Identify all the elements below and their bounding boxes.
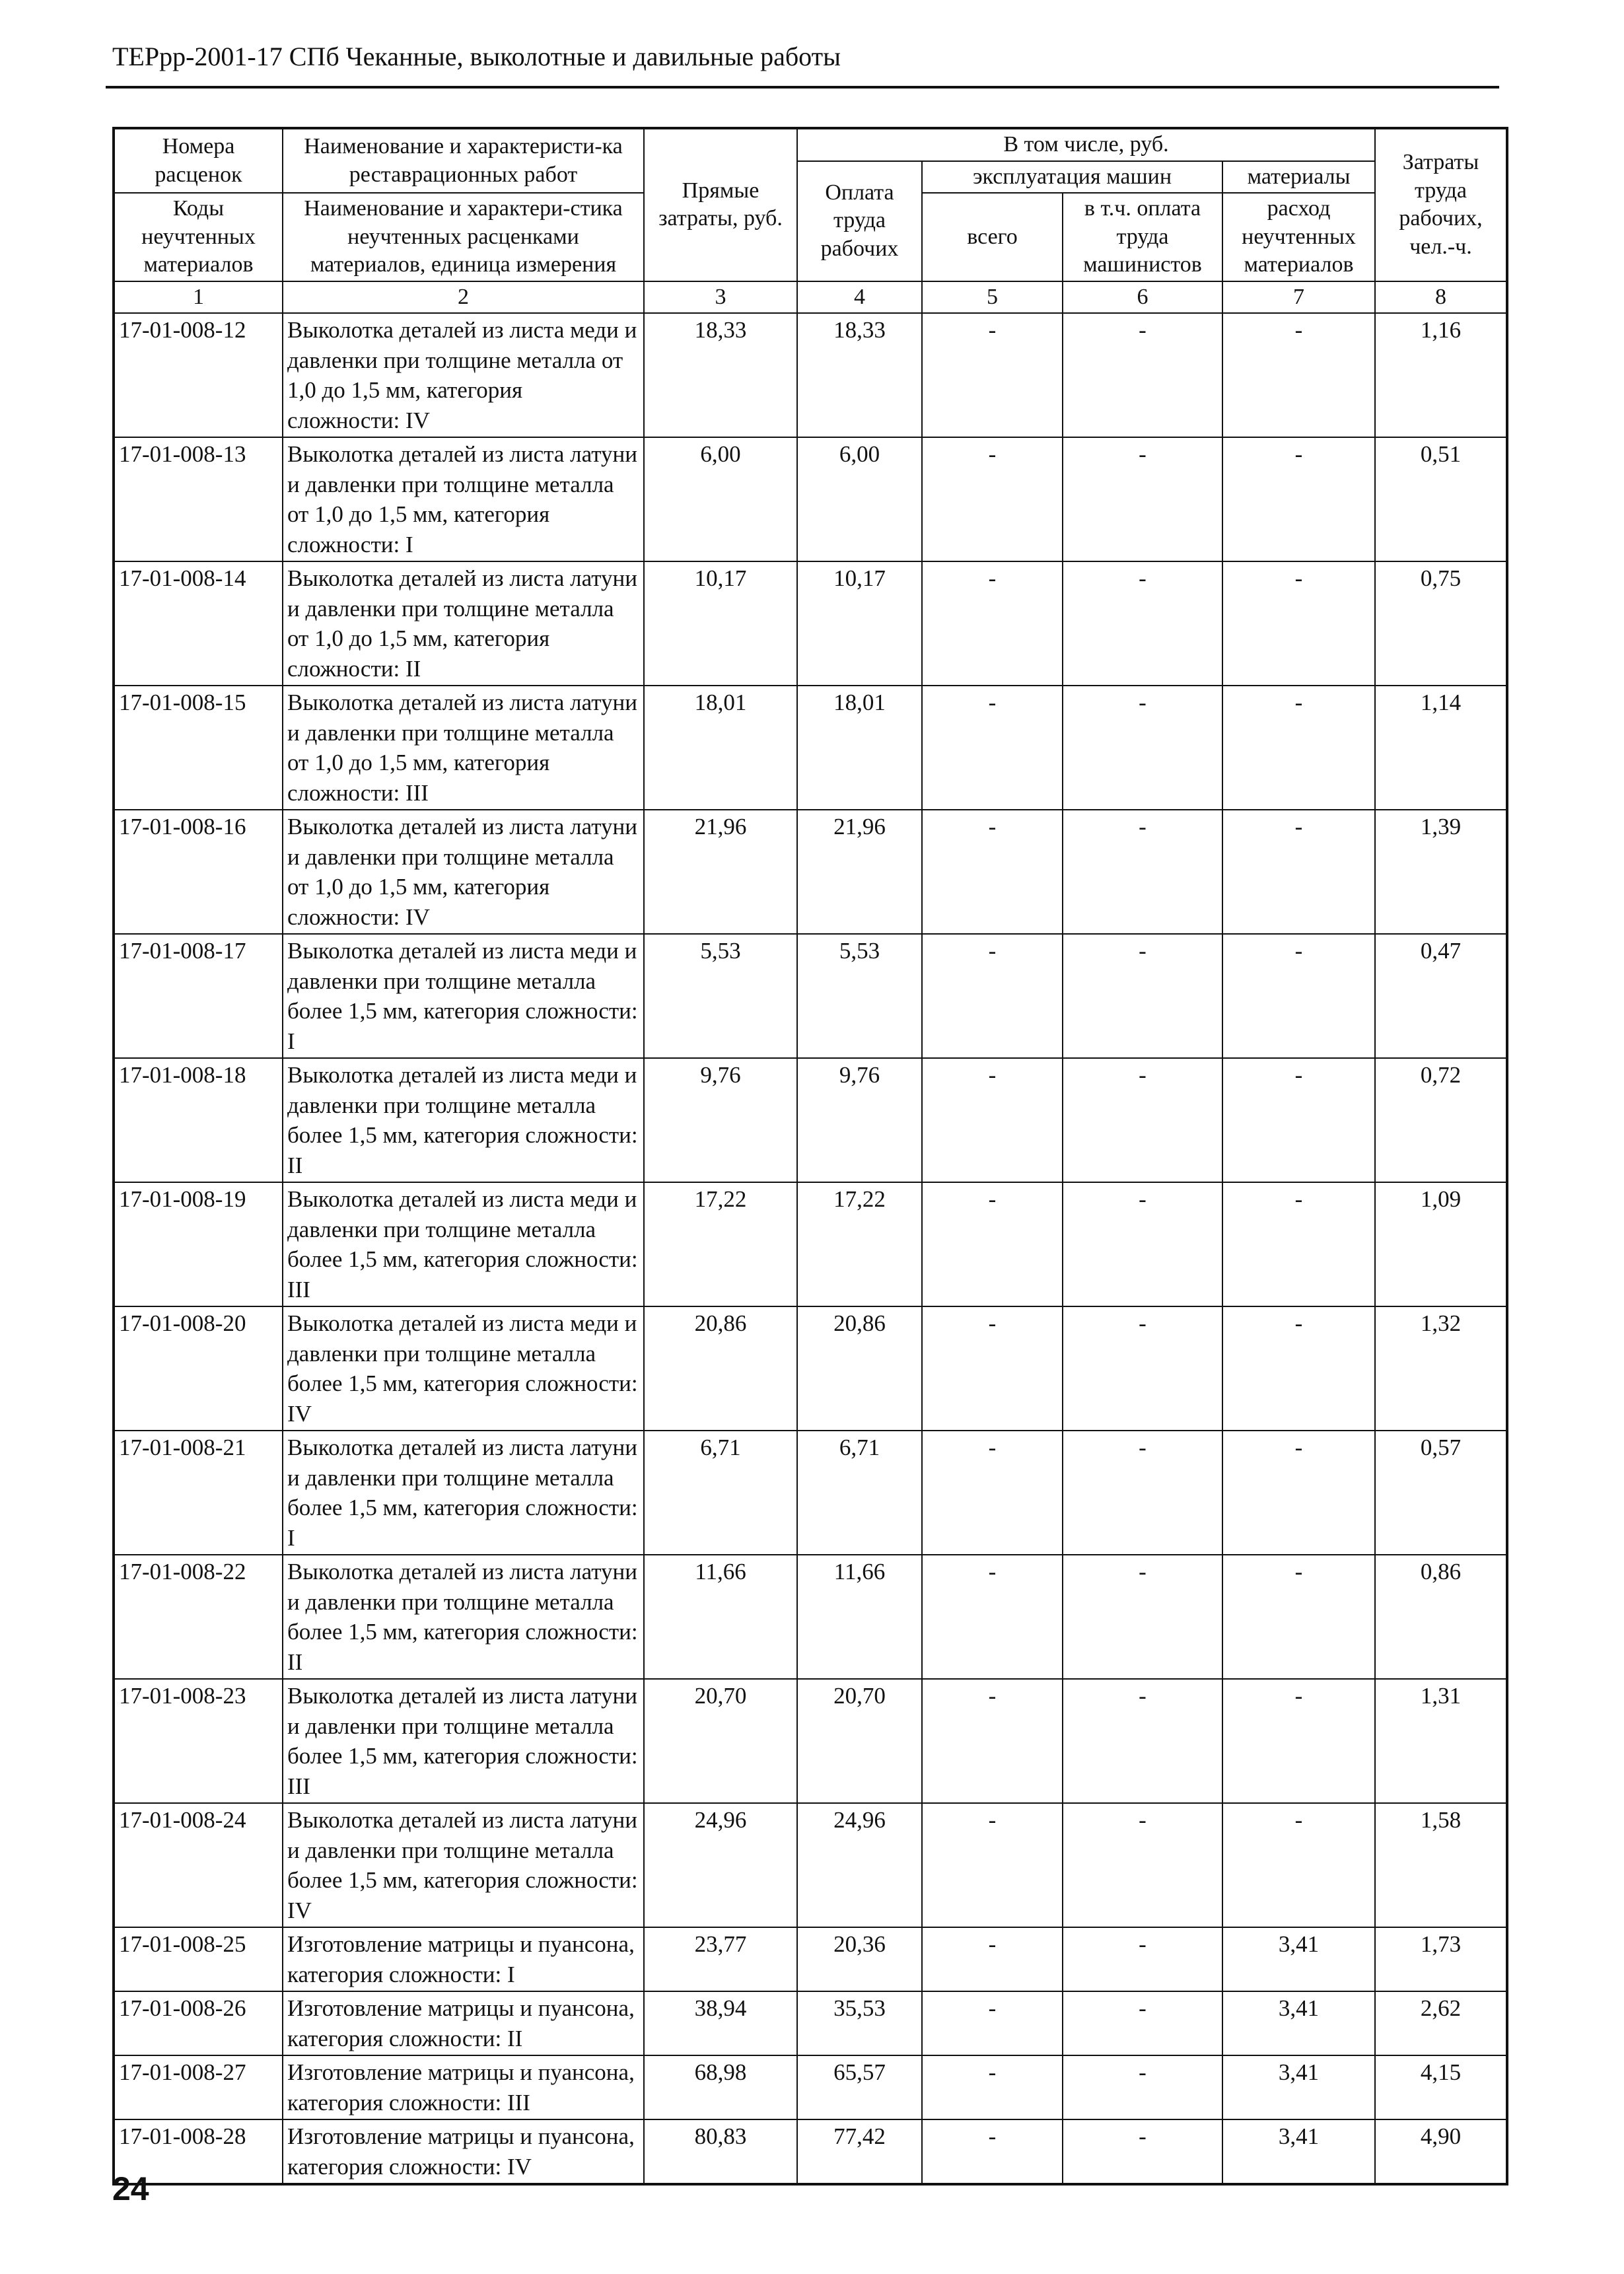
rate-code: 17-01-008-12 <box>114 313 283 437</box>
machinist-pay-value: - <box>1063 1555 1222 1679</box>
direct-costs-value: 10,17 <box>644 561 797 686</box>
materials-value: 3,41 <box>1222 1927 1375 1991</box>
labor-hours-value: 2,62 <box>1375 1991 1507 2055</box>
labor-pay-value: 65,57 <box>797 2055 922 2119</box>
labor-hours-value: 0,72 <box>1375 1058 1507 1182</box>
column-index: 5 <box>922 281 1063 314</box>
machine-total-value: - <box>922 1306 1063 1431</box>
machinist-pay-value: - <box>1063 2055 1222 2119</box>
machine-total-value: - <box>922 437 1063 561</box>
labor-pay-value: 6,00 <box>797 437 922 561</box>
table-row <box>114 1182 1507 1306</box>
machine-total-value: - <box>922 1991 1063 2055</box>
rate-code: 17-01-008-27 <box>114 2055 283 2119</box>
machinist-pay-value: - <box>1063 686 1222 810</box>
labor-pay-value: 35,53 <box>797 1991 922 2055</box>
machine-total-value: - <box>922 1679 1063 1803</box>
direct-costs-value: 18,33 <box>644 313 797 437</box>
rate-code: 17-01-008-21 <box>114 1431 283 1555</box>
table-row <box>114 1306 1507 1431</box>
rate-code: 17-01-008-19 <box>114 1182 283 1306</box>
rate-code: 17-01-008-17 <box>114 934 283 1058</box>
rate-code: 17-01-008-14 <box>114 561 283 686</box>
direct-costs-value: 38,94 <box>644 1991 797 2055</box>
labor-hours-value: 0,47 <box>1375 934 1507 1058</box>
labor-hours-value: 0,51 <box>1375 437 1507 561</box>
rate-code: 17-01-008-16 <box>114 810 283 934</box>
direct-costs-value: 68,98 <box>644 2055 797 2119</box>
rate-code: 17-01-008-23 <box>114 1679 283 1803</box>
materials-value: 3,41 <box>1222 2055 1375 2119</box>
rate-code: 17-01-008-26 <box>114 1991 283 2055</box>
work-description: Выколотка деталей из листа меди и давленки при толщине металла более 1,5 мм, категория сложности: II <box>283 1058 644 1182</box>
labor-hours-value: 4,90 <box>1375 2119 1507 2184</box>
column-index: 6 <box>1063 281 1222 314</box>
machinist-pay-value: - <box>1063 561 1222 686</box>
table-row <box>114 1803 1507 1927</box>
machinist-pay-value: - <box>1063 1991 1222 2055</box>
materials-value: - <box>1222 810 1375 934</box>
machinist-pay-value: - <box>1063 2119 1222 2184</box>
labor-pay-value: 17,22 <box>797 1182 922 1306</box>
work-description: Выколотка деталей из листа латуни и давленки при толщине металла более 1,5 мм, категория сложности: IV <box>283 1803 644 1927</box>
labor-pay-value: 11,66 <box>797 1555 922 1679</box>
labor-hours-value: 1,73 <box>1375 1927 1507 1991</box>
work-description: Выколотка деталей из листа латуни и давленки при толщине металла от 1,0 до 1,5 мм, категория сложности: III <box>283 686 644 810</box>
labor-hours-value: 0,86 <box>1375 1555 1507 1679</box>
header-material-name: Наименование и характери-стика неучтенных расценками материалов, единица измерения <box>283 193 644 281</box>
header-machine-total: всего <box>922 193 1063 281</box>
materials-value: - <box>1222 934 1375 1058</box>
machinist-pay-value: - <box>1063 1306 1222 1431</box>
materials-value: - <box>1222 1058 1375 1182</box>
rate-code: 17-01-008-24 <box>114 1803 283 1927</box>
direct-costs-value: 24,96 <box>644 1803 797 1927</box>
machinist-pay-value: - <box>1063 934 1222 1058</box>
direct-costs-value: 11,66 <box>644 1555 797 1679</box>
work-description: Выколотка деталей из листа латуни и давленки при толщине металла от 1,0 до 1,5 мм, категория сложности: II <box>283 561 644 686</box>
work-description: Изготовление матрицы и пуансона, категория сложности: III <box>283 2055 644 2119</box>
work-description: Выколотка деталей из листа латуни и давленки при толщине металла более 1,5 мм, категория сложности: III <box>283 1679 644 1803</box>
materials-value: - <box>1222 313 1375 437</box>
work-description: Выколотка деталей из листа латуни и давленки при толщине металла более 1,5 мм, категория сложности: I <box>283 1431 644 1555</box>
table-row <box>114 561 1507 686</box>
machine-total-value: - <box>922 561 1063 686</box>
direct-costs-value: 23,77 <box>644 1927 797 1991</box>
labor-pay-value: 18,01 <box>797 686 922 810</box>
table-row <box>114 2119 1507 2184</box>
header-including: В том числе, руб. <box>797 128 1375 161</box>
labor-pay-value: 21,96 <box>797 810 922 934</box>
machinist-pay-value: - <box>1063 1679 1222 1803</box>
machine-total-value: - <box>922 1058 1063 1182</box>
machinist-pay-value: - <box>1063 1803 1222 1927</box>
labor-hours-value: 1,31 <box>1375 1679 1507 1803</box>
machinist-pay-value: - <box>1063 1927 1222 1991</box>
machinist-pay-value: - <box>1063 1431 1222 1555</box>
labor-pay-value: 77,42 <box>797 2119 922 2184</box>
table-row <box>114 810 1507 934</box>
direct-costs-value: 17,22 <box>644 1182 797 1306</box>
rates-table <box>112 127 1508 2185</box>
direct-costs-value: 21,96 <box>644 810 797 934</box>
materials-value: - <box>1222 1182 1375 1306</box>
table-row <box>114 1555 1507 1679</box>
header-machinist-pay: в т.ч. оплата труда машинистов <box>1063 193 1222 281</box>
materials-value: 3,41 <box>1222 1991 1375 2055</box>
work-description: Выколотка деталей из листа меди и давленки при толщине металла более 1,5 мм, категория сложности: IV <box>283 1306 644 1431</box>
table-row <box>114 934 1507 1058</box>
labor-pay-value: 9,76 <box>797 1058 922 1182</box>
labor-pay-value: 6,71 <box>797 1431 922 1555</box>
work-description: Выколотка деталей из листа латуни и давленки при толщине металла от 1,0 до 1,5 мм, категория сложности: I <box>283 437 644 561</box>
rate-code: 17-01-008-13 <box>114 437 283 561</box>
table-header <box>114 128 1507 313</box>
materials-value: - <box>1222 561 1375 686</box>
rate-code: 17-01-008-28 <box>114 2119 283 2184</box>
materials-value: - <box>1222 686 1375 810</box>
direct-costs-value: 80,83 <box>644 2119 797 2184</box>
header-labor-costs: Затраты труда рабочих, чел.-ч. <box>1375 128 1507 281</box>
rate-code: 17-01-008-25 <box>114 1927 283 1991</box>
machine-total-value: - <box>922 2119 1063 2184</box>
work-description: Выколотка деталей из листа меди и давленки при толщине металла более 1,5 мм, категория сложности: I <box>283 934 644 1058</box>
rate-code: 17-01-008-15 <box>114 686 283 810</box>
header-work-name: Наименование и характеристи-ка реставрационных работ <box>283 128 644 193</box>
machine-total-value: - <box>922 934 1063 1058</box>
work-description: Изготовление матрицы и пуансона, категория сложности: IV <box>283 2119 644 2184</box>
labor-pay-value: 5,53 <box>797 934 922 1058</box>
machinist-pay-value: - <box>1063 1182 1222 1306</box>
materials-value: 3,41 <box>1222 2119 1375 2184</box>
labor-pay-value: 20,86 <box>797 1306 922 1431</box>
column-index: 8 <box>1375 281 1507 314</box>
machine-total-value: - <box>922 1555 1063 1679</box>
table-row <box>114 686 1507 810</box>
labor-hours-value: 4,15 <box>1375 2055 1507 2119</box>
rate-code: 17-01-008-20 <box>114 1306 283 1431</box>
table-row <box>114 2055 1507 2119</box>
labor-pay-value: 18,33 <box>797 313 922 437</box>
header-materials: материалы <box>1222 161 1375 194</box>
direct-costs-value: 9,76 <box>644 1058 797 1182</box>
labor-hours-value: 1,16 <box>1375 313 1507 437</box>
materials-value: - <box>1222 437 1375 561</box>
machine-total-value: - <box>922 810 1063 934</box>
machinist-pay-value: - <box>1063 313 1222 437</box>
table-row <box>114 313 1507 437</box>
page-number: 24 <box>112 2170 149 2207</box>
table-row <box>114 1431 1507 1555</box>
labor-pay-value: 20,36 <box>797 1927 922 1991</box>
materials-value: - <box>1222 1431 1375 1555</box>
header-labor-pay: Оплата труда рабочих <box>797 161 922 281</box>
labor-hours-value: 1,39 <box>1375 810 1507 934</box>
materials-value: - <box>1222 1555 1375 1679</box>
table-row <box>114 437 1507 561</box>
machine-total-value: - <box>922 313 1063 437</box>
header-codes: Коды неучтенных материалов <box>114 193 283 281</box>
work-description: Выколотка деталей из листа латуни и давленки при толщине металла более 1,5 мм, категория сложности: II <box>283 1555 644 1679</box>
machinist-pay-value: - <box>1063 437 1222 561</box>
materials-value: - <box>1222 1803 1375 1927</box>
direct-costs-value: 20,70 <box>644 1679 797 1803</box>
labor-hours-value: 0,75 <box>1375 561 1507 686</box>
direct-costs-value: 20,86 <box>644 1306 797 1431</box>
labor-hours-value: 1,58 <box>1375 1803 1507 1927</box>
work-description: Изготовление матрицы и пуансона, категория сложности: II <box>283 1991 644 2055</box>
labor-pay-value: 10,17 <box>797 561 922 686</box>
header-rule <box>106 86 1499 89</box>
table-body <box>114 313 1507 2184</box>
machinist-pay-value: - <box>1063 1058 1222 1182</box>
rate-code: 17-01-008-22 <box>114 1555 283 1679</box>
machine-total-value: - <box>922 1182 1063 1306</box>
column-index: 7 <box>1222 281 1375 314</box>
work-description: Выколотка деталей из листа латуни и давленки при толщине металла от 1,0 до 1,5 мм, категория сложности: IV <box>283 810 644 934</box>
header-direct-costs: Прямые затраты, руб. <box>644 128 797 281</box>
machine-total-value: - <box>922 1803 1063 1927</box>
machine-total-value: - <box>922 1431 1063 1555</box>
column-index: 4 <box>797 281 922 314</box>
table-row <box>114 1058 1507 1182</box>
machine-total-value: - <box>922 1927 1063 1991</box>
machinist-pay-value: - <box>1063 810 1222 934</box>
labor-hours-value: 1,32 <box>1375 1306 1507 1431</box>
machine-total-value: - <box>922 2055 1063 2119</box>
direct-costs-value: 5,53 <box>644 934 797 1058</box>
direct-costs-value: 18,01 <box>644 686 797 810</box>
column-index-row <box>114 281 1507 314</box>
rate-code: 17-01-008-18 <box>114 1058 283 1182</box>
labor-hours-value: 0,57 <box>1375 1431 1507 1555</box>
document-header-title: ТЕРрр-2001-17 СПб Чеканные, выколотные и давильные работы <box>112 42 841 71</box>
table-row <box>114 1991 1507 2055</box>
column-index: 2 <box>283 281 644 314</box>
labor-pay-value: 24,96 <box>797 1803 922 1927</box>
machine-total-value: - <box>922 686 1063 810</box>
materials-value: - <box>1222 1679 1375 1803</box>
header-unaccounted-consumption: расход неучтенных материалов <box>1222 193 1375 281</box>
work-description: Выколотка деталей из листа меди и давленки при толщине металла от 1,0 до 1,5 мм, категория сложности: IV <box>283 313 644 437</box>
labor-hours-value: 1,09 <box>1375 1182 1507 1306</box>
materials-value: - <box>1222 1306 1375 1431</box>
direct-costs-value: 6,71 <box>644 1431 797 1555</box>
column-index: 1 <box>114 281 283 314</box>
direct-costs-value: 6,00 <box>644 437 797 561</box>
work-description: Изготовление матрицы и пуансона, категория сложности: I <box>283 1927 644 1991</box>
column-index: 3 <box>644 281 797 314</box>
header-machine-operation: эксплуатация машин <box>922 161 1222 194</box>
work-description: Выколотка деталей из листа меди и давленки при толщине металла более 1,5 мм, категория сложности: III <box>283 1182 644 1306</box>
header-rate-numbers: Номера расценок <box>114 128 283 193</box>
labor-pay-value: 20,70 <box>797 1679 922 1803</box>
table-row <box>114 1679 1507 1803</box>
table-row <box>114 1927 1507 1991</box>
labor-hours-value: 1,14 <box>1375 686 1507 810</box>
